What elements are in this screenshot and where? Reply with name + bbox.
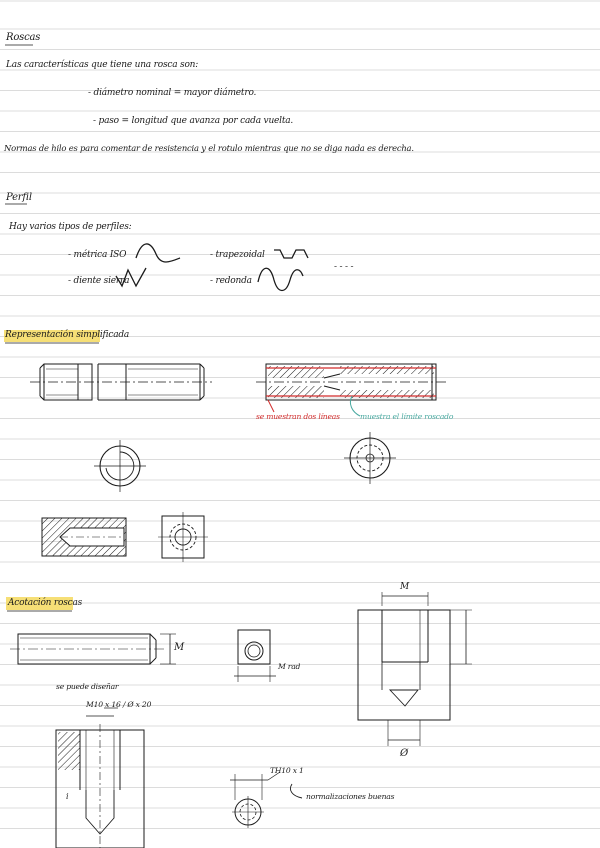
bolt-m-label: M [174,642,185,653]
bolt-end-view-left [94,440,146,492]
arrow-note: normalizaciones buenas [306,792,395,801]
perfil-type-sawtooth: - diente sierra [68,276,130,286]
label-i: i [66,792,69,801]
perfil-heading: Perfil [6,192,32,203]
perfil-type-metric: - métrica ISO [68,250,127,260]
bolt-end-view-right [344,432,396,484]
perfil-ellipsis: - - - - [334,262,354,272]
roscas-bullet-pitch: - paso = longitud que avanza por cada vuelta. [93,116,294,126]
perfil-type-trapezoidal: - trapezoidal [210,250,265,260]
roscas-intro: Las características que tiene una rosca son: [6,60,199,70]
diameter-symbol: Ø [400,748,408,759]
teal-note: muestra el límite roscado [360,412,454,421]
threaded-circle-view [230,772,280,828]
dimensioned-bolt [10,634,176,664]
nut-top-view [158,512,208,562]
sectional-bolt-drawing [256,364,446,400]
tapped-hole-section [358,592,472,746]
red-note: se muestran dos líneas [256,412,340,421]
roscas-bullet-diameter: - diámetro nominal = mayor diámetro. [88,88,257,98]
round-profile-wave [258,268,303,290]
metric-profile-wave [136,244,180,262]
perfil-intro: Hay varios tipos de perfiles: [9,222,132,232]
teal-note-arrow [350,396,360,416]
callout-th10: TH10 x 1 [270,766,304,775]
nut-m-end-label: M rad [278,662,301,671]
tapped-m-label: M [400,582,410,592]
roscas-heading: Roscas [6,32,41,43]
roscas-note: Normas de hilo es para comentar de resistencia y el rotulo mientras que no se diga nada es derecha. [4,143,414,153]
simplified-bolt-drawing [30,364,212,400]
side-note: se puede diseñar [56,682,119,691]
acotacion-heading: Acotación roscas [8,598,83,608]
blind-hole-section [42,518,126,556]
trapezoidal-profile [274,250,308,258]
callout-note: M10 x 16 / Ø x 20 [86,700,152,709]
small-nut-drawing [234,630,276,682]
perfil-type-round: - redonda [210,276,252,286]
threaded-block-section [56,708,144,848]
red-note-arrow [268,400,274,412]
note-arrow [290,784,302,798]
simplificada-heading: Representación simplificada [5,330,130,340]
